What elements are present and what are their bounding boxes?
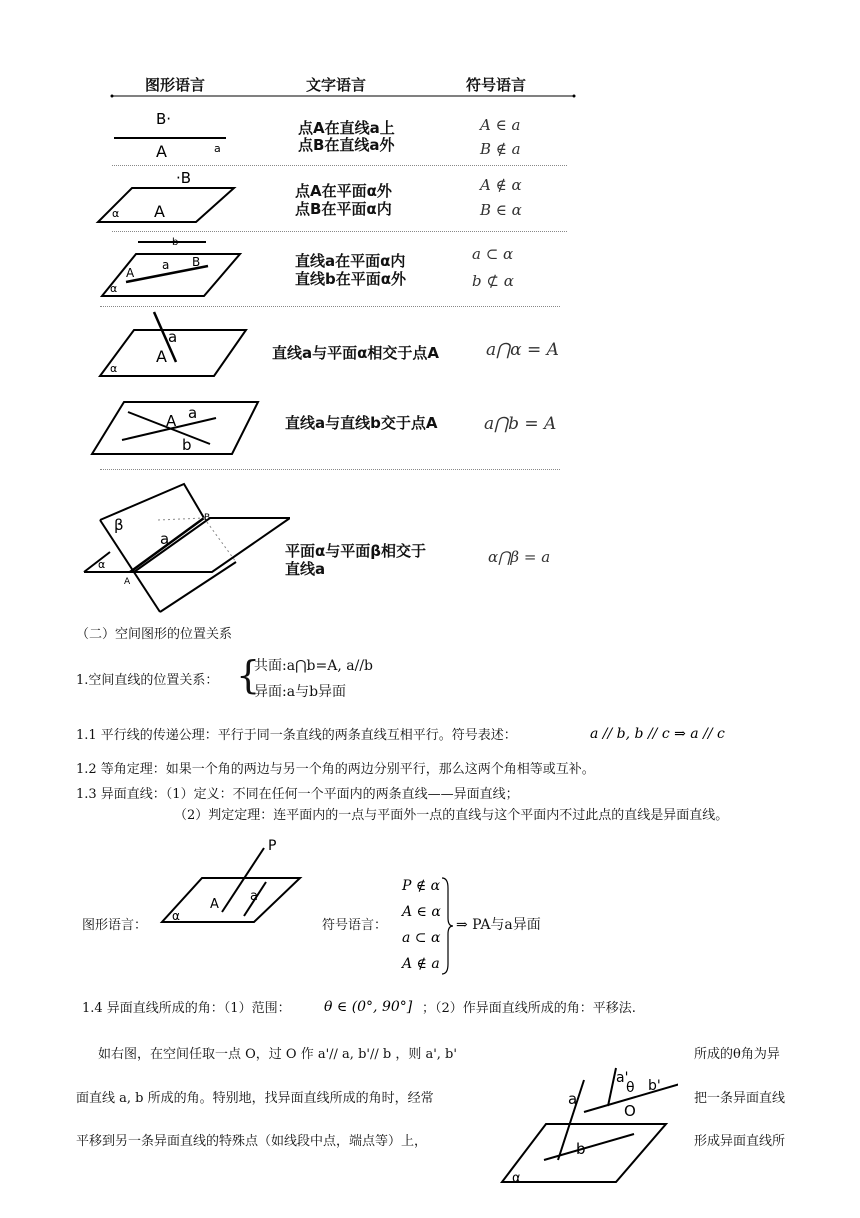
item1-4-range: θ ∈ (0°, 90°] — [324, 999, 413, 1015]
paragraph-line2: 面直线 a, b 所成的角。特别地，找异面直线所成的角时，经常 — [76, 1091, 434, 1106]
row3-symbol-1: a ⊂ α — [472, 245, 514, 263]
fig2-label-B: ·B — [176, 169, 192, 187]
skew-right-brace — [440, 876, 454, 976]
fig2-label-alpha: α — [112, 207, 120, 220]
angle-label-a-prime: a' — [616, 1070, 629, 1086]
fig1-label-A: A — [156, 142, 167, 161]
item1-option-skew: 异面:a与b异面 — [254, 684, 347, 700]
item1-4-text2: ；（2）作异面直线所成的角：平移法. — [422, 1001, 636, 1016]
figure-line-intersect-plane — [94, 308, 254, 388]
paragraph-line2-right: 把一条异面直线 — [694, 1091, 786, 1106]
skew-label-alpha: α — [172, 909, 180, 923]
fig1-label-a: a — [214, 142, 221, 155]
paragraph-line1: 如右图，在空间任取一点 O，过 O 作 a'// a, b'// b ，则 a', b' — [98, 1047, 457, 1062]
fig4-label-a: a — [168, 328, 178, 346]
row-separator — [100, 469, 560, 470]
skew-conclusion: ⇒ PA与a异面 — [456, 917, 541, 933]
item1-4-text: 1.4 异面直线所成的角：（1）范围： — [82, 1001, 291, 1016]
row3-text-2: 直线b在平面α外 — [295, 270, 407, 288]
section-title: （二）空间图形的位置关系 — [76, 627, 233, 642]
item1-brace: { — [236, 653, 261, 697]
row-separator — [112, 231, 567, 232]
fig6-label-A: A — [124, 577, 131, 587]
angle-label-theta: θ — [626, 1080, 635, 1096]
fig2-label-A: A — [154, 202, 165, 221]
paragraph-line3: 平移到另一条异面直线的特殊点（如线段中点，端点等）上， — [76, 1134, 428, 1149]
item1-label: 1.空间直线的位置关系： — [76, 673, 219, 688]
fig1-label-B: B· — [156, 110, 172, 128]
angle-label-alpha: α — [512, 1171, 521, 1186]
figure-point-on-line — [110, 108, 240, 164]
skew-condition-2: A ∈ α — [402, 904, 441, 920]
skew-label-A: A — [210, 897, 219, 912]
symbol-language-label: 符号语言： — [322, 918, 388, 933]
fig3-label-a: a — [162, 258, 170, 272]
row3-text-1: 直线a在平面α内 — [295, 252, 406, 270]
skew-label-a: a — [250, 889, 258, 904]
row1-text-1: 点A在直线a上 — [298, 119, 395, 137]
row1-text-2: 点B在直线a外 — [298, 136, 395, 154]
figure-point-and-plane — [92, 168, 242, 230]
fig3-label-alpha: α — [110, 282, 118, 295]
row1-symbol-2: B ∉ a — [480, 140, 521, 158]
row2-text-2: 点B在平面α内 — [295, 200, 392, 218]
fig6-label-alpha: α — [98, 558, 106, 571]
fig5-label-a: a — [188, 404, 198, 422]
header-symbol-language: 符号语言 — [466, 76, 527, 94]
row6-text-2: 直线a — [285, 560, 326, 578]
figure-skew-lines — [158, 834, 308, 924]
graphic-language-label: 图形语言： — [82, 918, 148, 933]
skew-condition-1: P ∉ α — [402, 878, 441, 894]
row4-text-1: 直线a与平面α相交于点A — [272, 344, 440, 362]
row2-text-1: 点A在平面α外 — [295, 182, 392, 200]
angle-label-O: O — [624, 1102, 636, 1120]
header-rule — [110, 92, 576, 100]
fig6-label-a: a — [160, 530, 170, 548]
fig6-label-B: B — [204, 513, 211, 523]
fig5-label-A: A — [166, 412, 177, 430]
fig5-label-b: b — [182, 436, 192, 454]
fig3-label-A: A — [126, 266, 135, 280]
row-separator — [112, 165, 567, 166]
row-separator — [100, 306, 560, 307]
row2-symbol-2: B ∈ α — [480, 201, 522, 219]
angle-label-b-prime: b' — [648, 1078, 661, 1094]
paragraph-line3-right: 形成异面直线所 — [694, 1134, 786, 1149]
item1-3-line2: （2）判定定理：连平面内的一点与平面外一点的直线与这个平面内不过此点的直线是异面直线。 — [174, 808, 729, 823]
angle-label-a: a — [568, 1090, 578, 1108]
row5-text-1: 直线a与直线b交于点A — [285, 414, 438, 432]
item1-1-formula: a // b, b // c ⇒ a // c — [590, 726, 725, 742]
skew-label-P: P — [268, 838, 277, 854]
angle-label-b: b — [576, 1140, 586, 1158]
fig3-label-b: b — [172, 237, 179, 248]
row6-symbol-1: α⋂β = a — [488, 548, 551, 566]
row6-text-1: 平面α与平面β相交于 — [285, 542, 427, 560]
figure-two-planes-intersect — [80, 478, 290, 618]
row2-symbol-1: A ∉ α — [480, 176, 522, 194]
item1-1-text: 1.1 平行线的传递公理：平行于同一条直线的两条直线互相平行。符号表述： — [76, 728, 517, 743]
item1-3-line1: 1.3 异面直线：（1）定义：不同在任何一个平面内的两条直线——异面直线； — [76, 787, 519, 802]
fig4-label-A: A — [156, 347, 167, 366]
figure-two-lines-intersect — [88, 396, 268, 460]
fig6-label-beta: β — [114, 516, 124, 534]
skew-condition-4: A ∉ a — [402, 956, 440, 972]
row4-symbol-1: a⋂α = A — [486, 340, 559, 360]
paragraph-line1-right: 所成的θ角为异 — [694, 1047, 780, 1062]
row3-symbol-2: b ⊄ α — [472, 272, 514, 290]
row5-symbol-1: a⋂b = A — [484, 414, 557, 434]
item1-2-text: 1.2 等角定理：如果一个角的两边与另一个角的两边分别平行，那么这两个角相等或互补。 — [76, 762, 595, 777]
figure-skew-angle — [498, 1062, 678, 1186]
figure-line-in-plane — [96, 234, 246, 300]
row1-symbol-1: A ∈ a — [480, 116, 521, 134]
item1-option-coplanar: 共面:a⋂b=A, a//b — [254, 658, 373, 674]
fig3-label-B: B — [192, 255, 201, 269]
skew-condition-3: a ⊂ α — [402, 930, 441, 946]
header-figure-language: 图形语言 — [145, 76, 206, 94]
header-text-language: 文字语言 — [306, 76, 367, 94]
fig4-label-alpha: α — [110, 362, 118, 375]
